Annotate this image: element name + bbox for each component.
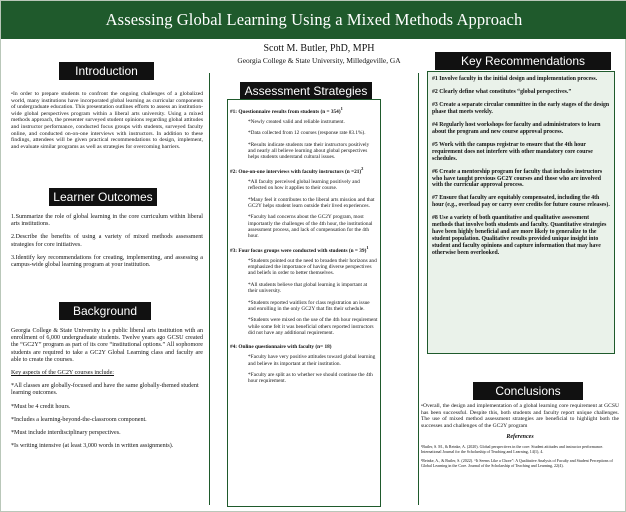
assessment-item: *Data collected from 12 courses (response rate 83.1%). [248, 130, 366, 137]
assessment-item: *Faculty have very positive attitudes toward global learning and believe its important at their institution. [248, 354, 376, 367]
assessment-item: *Faculty are split as to whether we should continue the 4th hour requirement. [248, 372, 373, 385]
recommendation-item: #6 Create a mentorship program for faculty that includes instructors who have taught previous GC2Y courses and those who are involved with the curricular approval process. [432, 168, 603, 189]
learner-outcomes-heading: Learner Outcomes [49, 188, 157, 206]
conclusions-heading: Conclusions [473, 382, 583, 400]
recommendation-item: #1 Involve faculty in the initial design and implementation process. [432, 76, 598, 82]
assessment-item: *Newly created valid and reliable instrument. [248, 119, 345, 126]
recommendations-box [427, 71, 615, 354]
aspect-item: *All classes are globally-focused and have the same globally-themed student learning outcomes. [11, 383, 199, 397]
assessment-section-title: #4: Online questionnaire with faculty (n= 18) [230, 344, 332, 350]
recommendation-item: #4 Regularly host workshops for faculty and administrators to learn about the program and new course approval process. [432, 121, 601, 135]
poster-title: Assessing Global Learning Using a Mixed Methods Approach [105, 10, 523, 29]
assessment-item: *All faculty perceived global learning positively and reflected on how it applies to their course. [248, 178, 360, 192]
recommendation-item: #8 Use a variety of both quantitative and qualitative assessment methods that involve both students and faculty. Quantitative strategies have been highly beneficial and are more likely to generalize to the student population. Qualitative results provided unique insight into student and faculty opinions and capture information that may have otherwise been overlooked. [432, 215, 607, 257]
references-title: References [506, 433, 534, 440]
background-aspects-title: Key aspects of the GC2Y courses include: [11, 369, 115, 376]
introduction-text: •In order to prepare students to confront the ongoing challenges of a globalized world, many institutions have incorporated global learning as curricular components of undergraduate education. This presentation outlines efforts to assess an institution-wide global perspectives program within a liberal arts university. Using a mixed methods approach, the presenter surveyed student opinions regarding global attitudes and instructor performance, conducted focus groups with students, surveyed faculty online, and conducted on-on-one interviews with instructors. In addition to these findings, attendees will be given practical recommendations to design, implement, and evaluate similar programs as well as strategies for overcoming barriers. [11, 91, 203, 150]
divider-right [418, 73, 419, 505]
introduction-heading: Introduction [59, 62, 154, 80]
title-bar [1, 1, 626, 39]
assessment-section-title: #3: Four focus groups were conducted with students (n = 39)$^1$ [230, 244, 369, 254]
divider-left [209, 73, 210, 505]
outcome-item: 3.Identify key recommendations for creating, implementing, and assessing a campus-wide global learning program at your institution. [11, 254, 203, 268]
assessment-section-title: #2: One-on-one interviews with faculty instructors (n =21)$^2$ [230, 165, 364, 175]
recommendation-item: #7 Ensure that faculty are equitably compensated, including the 4th hour (e.g., overload pay or carry over credits for future course releases). [432, 195, 610, 209]
assessment-item: *Faculty had concerns about the GC2Y program, most importantly the challenges of the 4th hour, the institutional assessment process, and lack of compensation for the 4th hour. [248, 214, 373, 240]
assessment-item: *Students reported waitlists for class registration an issue and enrolling in the only GC2Y that fits their schedule. [248, 299, 370, 312]
aspect-item: *Is writing intensive (at least 3,000 words in written assignments). [11, 443, 174, 450]
assessment-content [230, 102, 378, 390]
author-block [221, 43, 417, 65]
conclusion-section [421, 403, 619, 472]
recommendation-item: #5 Work with the campus registrar to ensure that the 4th hour requirement does not interfere with other mandatory core course schedules. [432, 141, 593, 162]
background-section [11, 328, 203, 456]
author-affiliation: Georgia College & State University, Milledgeville, GA [237, 56, 401, 65]
reference-item: ²Reinke, A., & Butler, S. (2022). “It Seems Like a Chore”: A Qualitative Analysis of Faculty and Student Perceptions of Global Learning in the Core. Journal of the Scholarship of Teaching and Learning, 22(4). [421, 458, 613, 468]
aspect-item: *Includes a learning-beyond-the-classroom component. [11, 416, 147, 423]
recommendation-item: #3 Create a separate circular committee in the early stages of the design phase that meets weekly. [432, 101, 610, 115]
assessment-item: *Results indicate students rate their instructors positively and nearly all believe learning about global perspectives helps students understand cultural issues. [248, 141, 370, 161]
background-heading: Background [59, 302, 151, 320]
author-name: Scott M. Butler, PhD, MPH [263, 43, 375, 54]
assessment-section-title: #1: Questionnaire results from students (n = 354)$^1$ [230, 106, 343, 115]
reference-item: ¹Butler, S. M., & Reinke, A. (2020). Global perspectives in the core: Student attitudes and instructor performance. International Journal for the Scholarship of Teaching and Learning, 14(1), 4. [421, 444, 604, 454]
assessment-item: *Many feel it contributes to the liberal arts mission and that GC2Y helps student learn outside their lived experiences. [248, 196, 375, 209]
aspect-item: *Must be 4 credit hours. [11, 403, 71, 410]
aspect-item: *Must include interdisciplinary perspectives. [11, 429, 121, 436]
outcome-item: 2.Describe the benefits of using a variety of mixed methods assessment strategies for core initiatives. [11, 234, 203, 248]
assessment-item: *All students believe that global learning is important at their university. [248, 281, 368, 295]
recommendations-heading: Key Recommendations [435, 52, 611, 70]
recommendation-item: #2 Clearly define what constitutes “global perspectives.” [432, 88, 572, 95]
outcome-item: 1.Summarize the role of global learning in the core curriculum within liberal arts institutions. [11, 214, 203, 228]
conclusion-text: •Overall, the design and implementation of a global learning core requirement at GCSU has been successful. Despite this, both students and faculty report unique challenges. The use of mixed method assessment strategies are beneficial to highlight both the successes and challenges of the GC2Y program [421, 403, 619, 430]
assessment-item: *Students pointed out the need to broaden their horizons and emphasized the importance of having diverse perspectives and beliefs in order to better themselves. [248, 257, 377, 277]
assessment-heading: Assessment Strategies [240, 82, 372, 100]
assessment-item: *Students were mixed on the use of the 4th hour requirement while some felt it was beneficial others reported instructors did not have any additional requirement. [248, 317, 378, 336]
learner-outcomes-list [11, 214, 203, 275]
background-text: Georgia College & State University is a public liberal arts institution with an enrollment of 6,000 undergraduate students. Twelve years ago GCSU created the “GC2Y” program as part of its core “institutional options.” All sophomore students are required to take a GC2Y Global Learning class and faculty are able to create the courses. [11, 328, 203, 363]
